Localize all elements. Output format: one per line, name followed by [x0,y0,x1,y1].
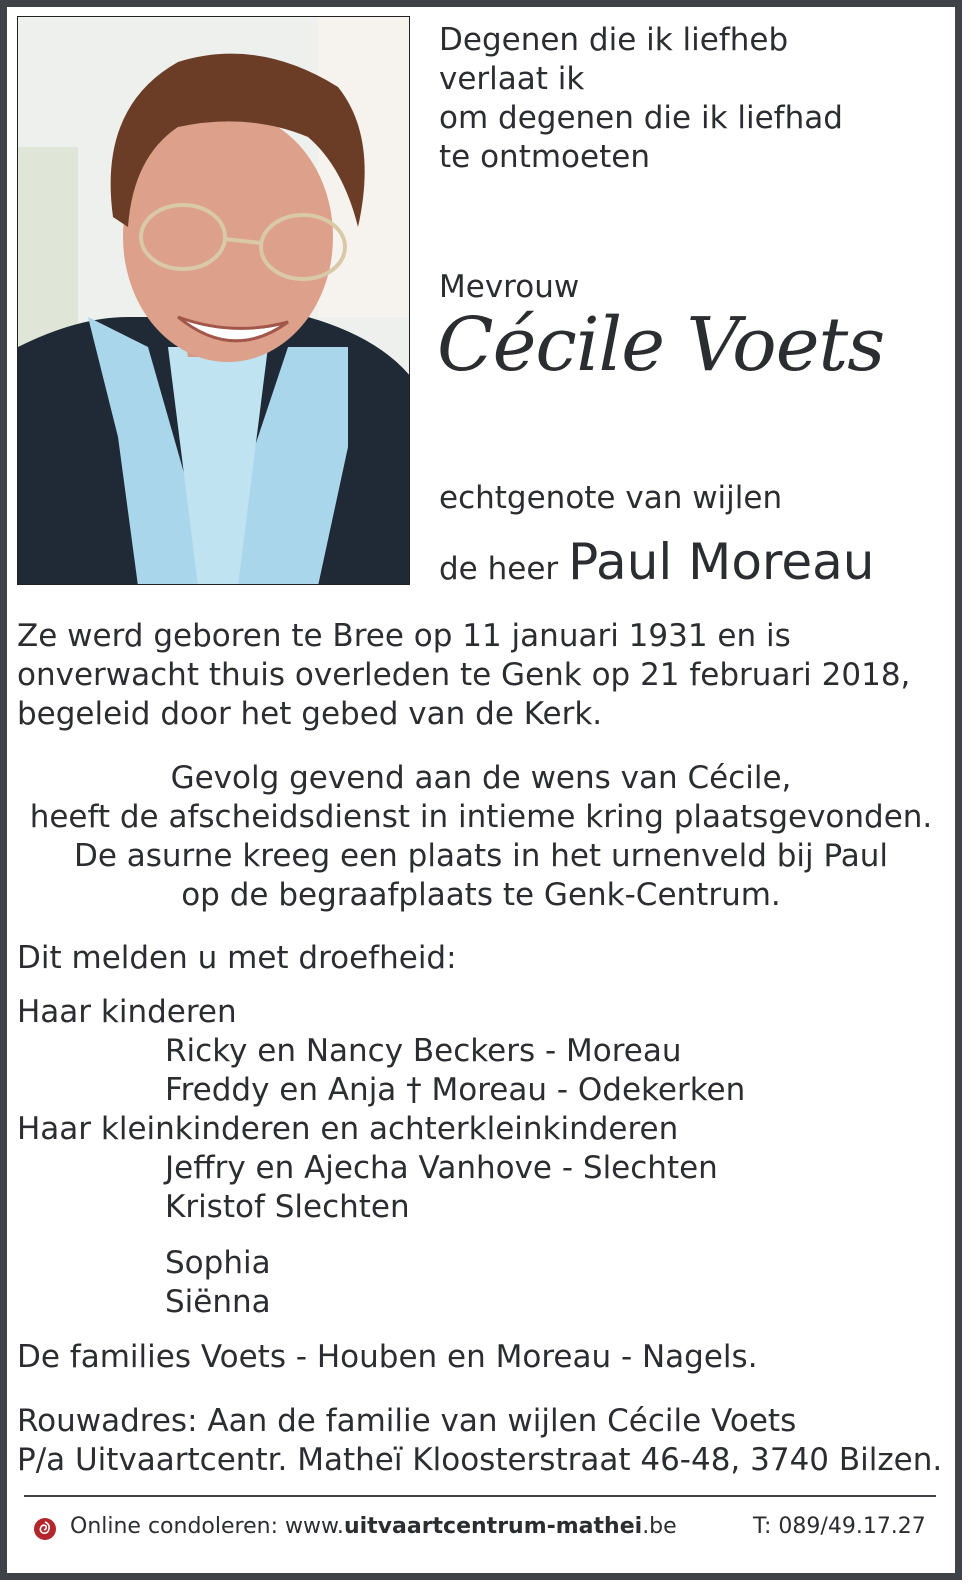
children-heading: Haar kinderen [17,994,237,1030]
poem [439,21,843,177]
poem-line: om degenen die ik liefhad [439,100,843,136]
family-list [17,993,745,1227]
spouse-name: Paul Moreau [568,533,875,591]
condolence-label: Online condoleren: www. [70,1514,344,1539]
great-grandchild-entry: Siënna [165,1284,271,1320]
grandchild-entry: Kristof Slechten [165,1189,410,1225]
grandchild-entry: Jeffry en Ajecha Vanhove - Slechten [165,1150,718,1186]
poem-line: Degenen die ik liefheb [439,22,789,58]
title: Mevrouw [439,269,580,305]
child-entry: Ricky en Nancy Beckers - Moreau [165,1033,682,1069]
condolence-url: uitvaartcentrum-mathei [343,1514,643,1539]
announcement: Dit melden u met droefheid: [17,940,457,976]
poem-line: verlaat ik [439,61,585,97]
condolence-tld: .be [642,1514,677,1539]
address-line: Rouwadres: Aan de familie van wijlen Cécile Voets [17,1403,797,1439]
condolence-link[interactable] [70,1514,677,1539]
text-line: onverwacht thuis overleden te Genk op 21 februari 2018, [17,657,911,693]
text-line: begeleid door het gebed van de Kerk. [17,696,603,732]
spouse-prefix: de heer [439,551,559,587]
address-line: P/a Uitvaartcentr. Matheï Kloosterstraat 46-48, 3740 Bilzen. [17,1442,943,1478]
text-line: op de begraafplaats te Genk-Centrum. [181,877,781,913]
deceased-name: Cécile Voets [437,302,885,388]
text-line: De asurne kreeg een plaats in het urnenveld bij Paul [73,838,889,874]
birth-death-paragraph [17,617,910,734]
service-paragraph [7,759,955,915]
address [17,1402,942,1480]
text-line: heeft de afscheidsdienst in intieme kring plaatsgevonden. [29,799,933,835]
phone-number: T: 089/49.17.27 [753,1514,926,1539]
rose-icon [33,1517,57,1541]
spouse [439,533,874,591]
text-line: Ze werd geboren te Bree op 11 januari 1931 en is [17,618,791,654]
great-grandchild-entry: Sophia [165,1245,271,1281]
spouse-relation: echtgenote van wijlen [439,480,783,516]
grandchildren-heading: Haar kleinkinderen en achterkleinkinderen [17,1111,679,1147]
great-grandchildren [17,1244,271,1322]
text-line: Gevolg gevend aan de wens van Cécile, [170,760,792,796]
footer-divider [24,1495,936,1497]
families-line: De families Voets - Houben en Moreau - Nagels. [17,1339,758,1375]
child-entry: Freddy en Anja † Moreau - Odekerken [165,1072,746,1108]
portrait-photo [17,16,410,585]
poem-line: te ontmoeten [439,139,650,175]
